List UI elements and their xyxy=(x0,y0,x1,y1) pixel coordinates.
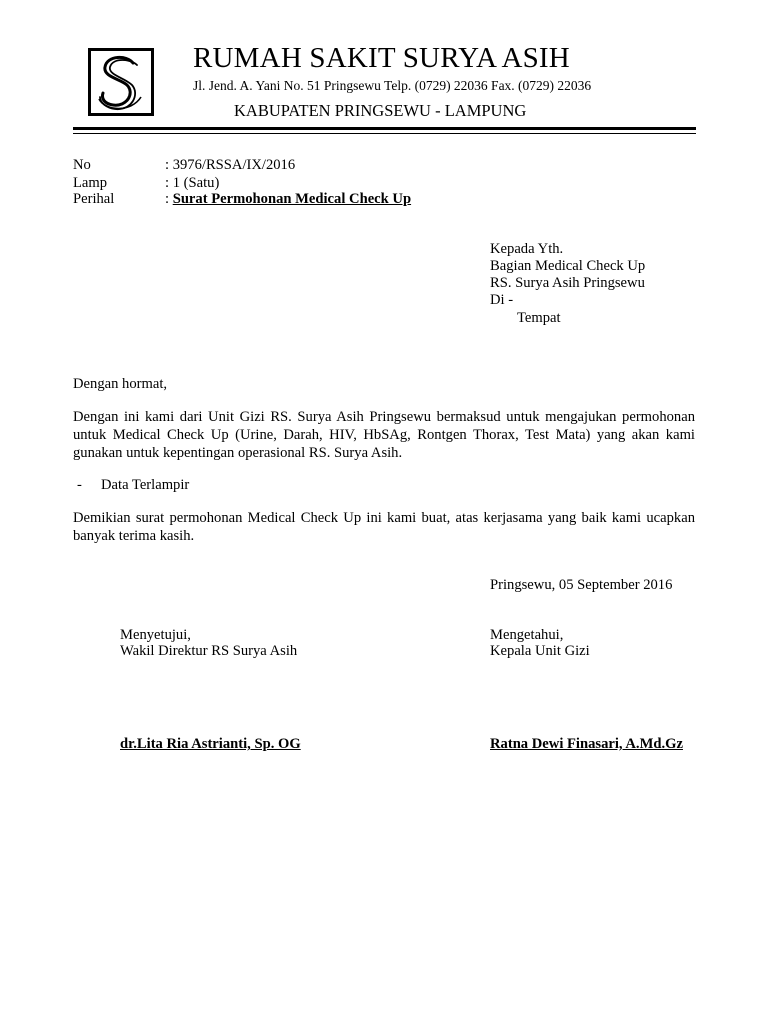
letterhead-rule-thick xyxy=(73,127,696,130)
letter-s-logo-icon xyxy=(88,48,154,116)
left-signer-role-2: Wakil Direktur RS Surya Asih xyxy=(120,643,298,659)
hospital-address: Jl. Jend. A. Yani No. 51 Pringsewu Telp. (0729) 22036 Fax. (0729) 22036 xyxy=(193,78,592,93)
meta-lamp-label: Lamp xyxy=(73,175,108,191)
letterhead-rule-thin xyxy=(73,133,696,134)
recipient-line-3: RS. Surya Asih Pringsewu xyxy=(490,275,645,291)
place-date: Pringsewu, 05 September 2016 xyxy=(490,577,673,593)
meta-perihal-label: Perihal xyxy=(73,191,115,207)
recipient-line-2: Bagian Medical Check Up xyxy=(490,258,646,274)
hospital-name: RUMAH SAKIT SURYA ASIH xyxy=(193,42,570,74)
right-signer-role-2: Kepala Unit Gizi xyxy=(490,643,590,659)
recipient-line-5: Tempat xyxy=(517,310,561,326)
logo-s-graphic xyxy=(91,51,151,113)
right-signer-name: Ratna Dewi Finasari, A.Md.Gz xyxy=(490,736,683,752)
meta-no-label: No xyxy=(73,157,91,173)
recipient-line-1: Kepada Yth. xyxy=(490,241,564,257)
closing-paragraph: Demikian surat permohonan Medical Check Up ini kami buat, atas kerjasama yang baik kami ucapkan banyak terima kasih. xyxy=(73,510,695,544)
hospital-region: KABUPATEN PRINGSEWU - LAMPUNG xyxy=(234,101,527,120)
right-signer-role-1: Mengetahui, xyxy=(490,627,564,643)
left-signer-name: dr.Lita Ria Astrianti, Sp. OG xyxy=(120,736,301,752)
body-paragraph-1: Dengan ini kami dari Unit Gizi RS. Surya Asih Pringsewu bermaksud untuk mengajukan permohonan untuk Medical Check Up (Urine, Darah, HIV, HbSAg, Rontgen Thorax, Test Mata) yang akan kami gunakan untuk kepentingan operasional RS. Surya Asih. xyxy=(73,409,695,461)
meta-no-row xyxy=(73,156,295,174)
left-signer-role-1: Menyetujui, xyxy=(120,627,191,643)
recipient-line-4: Di - xyxy=(490,292,514,308)
greeting: Dengan hormat, xyxy=(73,376,168,392)
meta-perihal-row xyxy=(73,190,411,208)
meta-perihal-value: Surat Permohonan Medical Check Up xyxy=(172,191,412,207)
meta-no-value: : 3976/RSSA/IX/2016 xyxy=(165,157,296,173)
meta-perihal-colon: : xyxy=(165,191,173,207)
bullet-text: Data Terlampir xyxy=(101,477,190,493)
bullet-mark: - xyxy=(77,477,82,493)
meta-lamp-value: : 1 (Satu) xyxy=(165,175,220,191)
